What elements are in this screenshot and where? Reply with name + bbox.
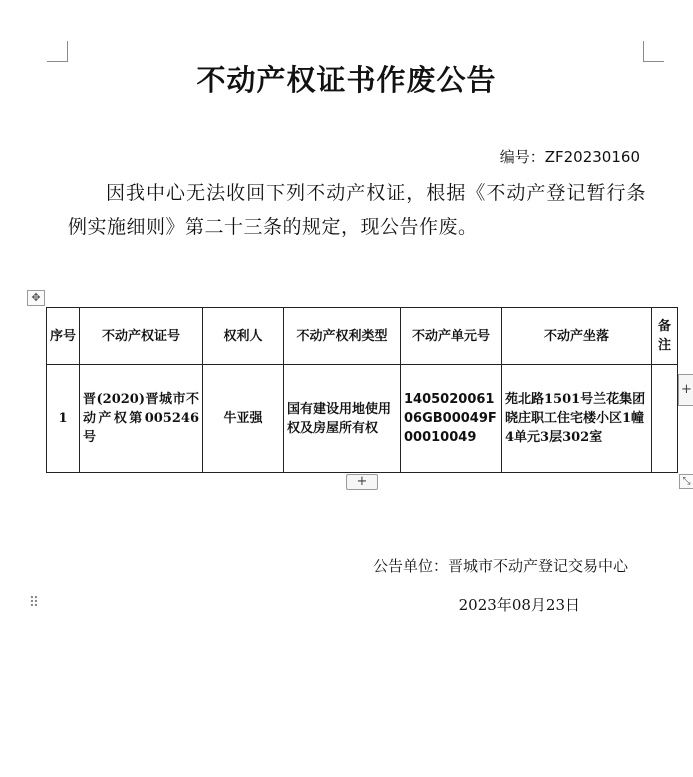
header-right-type: 不动产权利类型 [284, 308, 401, 365]
add-column-button[interactable]: + [678, 374, 693, 406]
header-remarks: 备注 [652, 308, 678, 365]
document-number: 编号：ZF20230160 [499, 148, 640, 166]
table-resize-icon[interactable]: ⤡ [679, 474, 693, 489]
table-header-row [47, 308, 678, 365]
header-holder: 权利人 [203, 308, 284, 365]
add-row-button[interactable]: + [346, 474, 378, 490]
cell-holder: 牛亚强 [203, 365, 284, 473]
cell-cert-no: 晋(2020)晋城市不动产权第005246号 [80, 365, 203, 473]
announcement-body: 因我中心无法收回下列不动产权证，根据《不动产登记暂行条例实施细则》第二十三条的规定，现公告作废。 [68, 182, 646, 238]
cell-unit-no: 140502006106GB00049F00010049 [401, 365, 502, 473]
certificate-table [46, 307, 678, 473]
cell-right-type: 国有建设用地使用权及房屋所有权 [284, 365, 401, 473]
table-row [47, 365, 678, 473]
cell-remarks [652, 365, 678, 473]
header-cert-no: 不动产权证号 [80, 308, 203, 365]
document-title: 不动产权证书作废公告 [196, 63, 497, 97]
drag-handle-icon[interactable]: ⠿ [28, 595, 40, 611]
header-index: 序号 [47, 308, 80, 365]
table-move-icon[interactable]: ✥ [27, 290, 45, 306]
issue-date: 2023年08月23日 [458, 596, 580, 614]
cell-location: 苑北路1501号兰花集团晓庄职工住宅楼小区1幢4单元3层302室 [502, 365, 652, 473]
issuer-line: 公告单位：晋城市不动产登记交易中心 [372, 557, 628, 575]
cell-index: 1 [47, 365, 80, 473]
header-location: 不动产坐落 [502, 308, 652, 365]
header-unit-no: 不动产单元号 [401, 308, 502, 365]
